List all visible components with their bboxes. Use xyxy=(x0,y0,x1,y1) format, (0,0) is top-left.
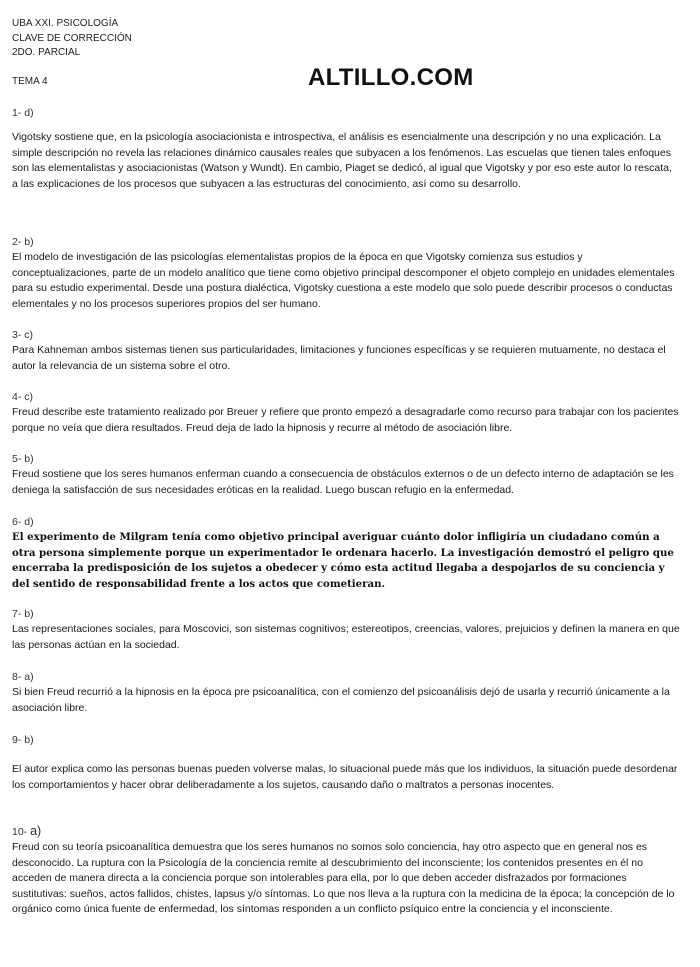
answer-8 xyxy=(12,670,680,716)
answer-text: Freud sostiene que los seres humanos enferman cuando a consecuencia de obstáculos externos o de un defecto interno de adaptación se les deniega la satisfacción de sus necesidades eróticas en la realidad. Luego buscan refugio en la enfermedad. xyxy=(12,468,674,496)
answer-1 xyxy=(12,106,680,192)
answer-6 xyxy=(12,515,680,592)
answer-9 xyxy=(12,733,680,793)
header-tema: TEMA 4 xyxy=(12,76,48,87)
answer-number: 6- d) xyxy=(12,516,34,528)
answer-text: Freud describe este tratamiento realizado por Breuer y refiere que pronto empezó a desagradarle como recurso para trabajar con los pacientes porque no veía que diera resultados. Freud deja de lado la hipnosis y recurre al método de asociación libre. xyxy=(12,406,679,434)
answer-number: 8- a) xyxy=(12,671,34,683)
answer-4 xyxy=(12,390,680,436)
answer-number: 7- b) xyxy=(12,608,34,620)
answer-number: 1- d) xyxy=(12,107,34,119)
answer-2 xyxy=(12,235,680,312)
answer-number-prefix: 10- xyxy=(12,826,31,838)
answer-number: 4- c) xyxy=(12,391,33,403)
answer-text: Vigotsky sostiene que, en la psicología asociacionista e introspectiva, el análisis es esencialmente una descripción y no una explicación. La simple descripción no revela las relaciones dinámico causales reales que subyacen a los fenómenos. Las escuelas que tienen tales enfoques son las elementalistas y asociacionistas (Watson y Wundt). En cambio, Piaget se dedicó, al igual que Vigotsky y por eso este autor lo rescata, a las explicaciones de los procesos que subyacen a las estructuras del conocimiento, así como su desarrollo. xyxy=(12,131,672,190)
answer-number: 5- b) xyxy=(12,453,34,465)
answer-number xyxy=(12,824,680,839)
header-title: CLAVE DE CORRECCIÓN xyxy=(12,33,132,44)
answer-number: 2- b) xyxy=(12,236,34,248)
answer-text: Las representaciones sociales, para Moscovici, son sistemas cognitivos; estereotipos, creencias, valores, prejuicios y definen la manera en que las personas actúan en la sociedad. xyxy=(12,623,680,651)
answer-3 xyxy=(12,328,680,374)
answer-text: El experimento de Milgram tenía como objetivo principal averiguar cuánto dolor infligiría un ciudadano común a otra persona simplemente porque un experimentador le ordenara hacerlo. La investigación demostró el peligro que encerraba la predisposición de los sujetos a obedecer y cómo esta actitud llegaba a despojarlos de su conciencia y del sentido de responsabilidad frente a los actos que cometieran. xyxy=(12,531,674,590)
answer-text: Si bien Freud recurrió a la hipnosis en la época pre psicoanalítica, con el comienzo del psicoanálisis dejó de usarla y recurrió únicamente a la asociación libre. xyxy=(12,686,670,714)
header-exam: 2DO. PARCIAL xyxy=(12,47,81,58)
answer-text: Freud con su teoría psicoanalítica demuestra que los seres humanos no somos solo conciencia, hay otro aspecto que en general nos es desconocido. La ruptura con la Psicología de la conciencia remite al descubrimiento del inconsciente; los contenidos presentes en él no acceden de manera directa a la conciencia porque son intolerables para ella, por lo que deben acceder disfrazados por formaciones sustitutivas: sueños, actos fallidos, chistes, lapsus y/o síntomas. Lo que nos lleva a la ruptura con la medicina de la época; la concepción de lo orgánico como única fuente de enfermedad, los síntomas responden a un conflicto psíquico entre la conciencia y el inconsciente. xyxy=(12,841,675,915)
answer-number-letter: a) xyxy=(30,824,42,838)
answer-5 xyxy=(12,452,680,498)
answer-number: 3- c) xyxy=(12,329,33,341)
answer-text: El modelo de investigación de las psicologías elementalistas propios de la época en que Vigotsky comienza sus estudios y conceptualizaciones, parte de un modelo analítico que tiene como objetivo principal descomponer el objeto complejo en unidades elementales para su estudio experimental. Desde una postura dialéctica, Vigotsky cuestiona a este modelo que solo puede describir procesos o conductas elementales y no los procesos superiores propios del ser humano. xyxy=(12,251,675,310)
answer-number: 9- b) xyxy=(12,734,34,746)
answer-text: El autor explica como las personas buenas pueden volverse malas, lo situacional puede más que los individuos, la situación puede desordenar los comportamientos y hacer obrar deliberadamente a los sujetos, causando daño o maltratos a personas inocentes. xyxy=(12,763,678,791)
header-institution: UBA XXI. PSICOLOGÍA xyxy=(12,18,119,29)
answer-10 xyxy=(12,824,680,918)
answer-text: Para Kahneman ambos sistemas tienen sus particularidades, limitaciones y funciones específicas y se requieren mutuamente, no destaca el autor la relevancia de un sistema sobre el otro. xyxy=(12,344,666,372)
answer-7 xyxy=(12,607,680,653)
watermark-logo: ALTILLO.COM xyxy=(308,64,474,91)
